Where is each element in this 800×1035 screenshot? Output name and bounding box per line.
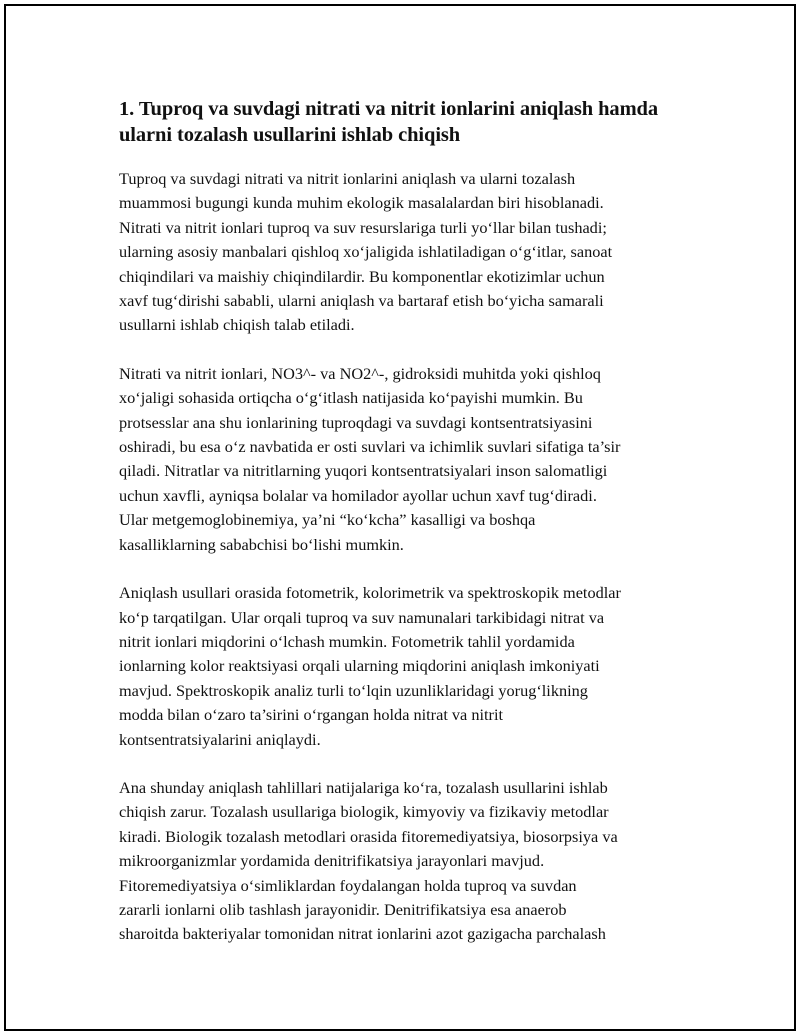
page-frame — [4, 4, 796, 1031]
text-line: xo‘jaligi sohasida ortiqcha o‘g‘itlash natijasida ko‘payishi mumkin. Bu — [119, 388, 583, 408]
paragraph-4 — [119, 776, 704, 947]
text-line: ionlarning kolor reaktsiyasi orqali ularning miqdorini aniqlash imkoniyati — [119, 656, 600, 676]
text-line: xavf tug‘dirishi sababli, ularni aniqlash va bartaraf etish bo‘yicha samarali — [119, 291, 604, 311]
text-line: mavjud. Spektroskopik analiz turli to‘lqin uzunliklaridagi yorug‘likning — [119, 680, 588, 700]
text-line: Nitrati va nitrit ionlari tuproq va suv resurslariga turli yo‘llar bilan tushadi; — [119, 217, 607, 237]
text-line: protsesslar ana shu ionlarining tuproqdagi va suvdagi kontsentratsiyasini — [119, 412, 593, 432]
text-line: modda bilan o‘zaro ta’sirini o‘rgangan holda nitrat va nitrit — [119, 705, 504, 725]
text-line: Nitrati va nitrit ionlari, NO3^- va NO2^-, gidroksidi muhitda yoki qishloq — [119, 363, 601, 383]
text-line: kontsentratsiyalarini aniqlaydi. — [119, 729, 321, 749]
text-line: ularning asosiy manbalari qishloq xo‘jaligida ishlatiladigan o‘g‘itlar, sanoat — [119, 242, 613, 262]
text-line: kiradi. Biologik tozalash metodlari orasida fitoremediyatsiya, biosorpsiya va — [119, 826, 618, 846]
text-line: Fitoremediyatsiya o‘simliklardan foydalangan holda tuproq va suvdan — [119, 875, 577, 895]
text-line: qiladi. Nitratlar va nitritlarning yuqori kontsentratsiyalari inson salomatligi — [119, 461, 608, 481]
text-line: Tuproq va suvdagi nitrati va nitrit ionlarini aniqlash va ularni tozalash — [119, 169, 576, 188]
text-line: kasalliklarning sababchisi bo‘lishi mumkin. — [119, 534, 404, 554]
text-line: ko‘p tarqatilgan. Ular orqali tuproq va suv namunalari tarkibidagi nitrat va — [119, 607, 605, 627]
text-line: nitrit ionlari miqdorini o‘lchash mumkin. Fotometrik tahlil yordamida — [119, 631, 575, 651]
text-line: chiqish zarur. Tozalash usullariga biologik, kimyoviy va fizikaviy metodlar — [119, 802, 609, 822]
text-line: oshiradi, bu esa o‘z navbatida er osti suvlari va ichimlik suvlari sifatiga ta’sir — [119, 437, 621, 457]
heading-line: ularni tozalash usullarini ishlab chiqish — [119, 124, 461, 146]
text-line: zararli ionlarni olib tashlash jarayonidir. Denitrifikatsiya esa anaerob — [119, 899, 567, 919]
text-line: Aniqlash usullari orasida fotometrik, kolorimetrik va spektroskopik metodlar — [119, 583, 621, 603]
paragraph-3 — [119, 581, 704, 752]
document-body — [119, 96, 704, 971]
paragraph-2 — [119, 362, 704, 557]
paragraph-1 — [119, 167, 704, 338]
text-line: sharoitda bakteriyalar tomonidan nitrat ionlarini azot gazigacha parchalash — [119, 924, 606, 944]
text-line: chiqindilari va maishiy chiqindilardir. Bu komponentlar ekotizimlar uchun — [119, 266, 605, 286]
text-line: Ana shunday aniqlash tahlillari natijalariga ko‘ra, tozalash usullarini ishlab — [119, 777, 608, 797]
text-line: mikroorganizmlar yordamida denitrifikatsiya jarayonlari mavjud. — [119, 851, 545, 871]
text-line: Ular metgemoglobinemiya, ya’ni “ko‘kcha” kasalligi va boshqa — [119, 510, 536, 530]
text-line: uchun xavfli, ayniqsa bolalar va homilador ayollar uchun xavf tug‘diradi. — [119, 485, 597, 505]
text-line: usullarni ishlab chiqish talab etiladi. — [119, 315, 355, 335]
text-line: muammosi bugungi kunda muhim ekologik masalalardan biri hisoblanadi. — [119, 193, 604, 213]
section-heading — [119, 96, 704, 148]
heading-line: 1. Tuproq va suvdagi nitrati va nitrit ionlarini aniqlash hamda — [119, 98, 659, 120]
